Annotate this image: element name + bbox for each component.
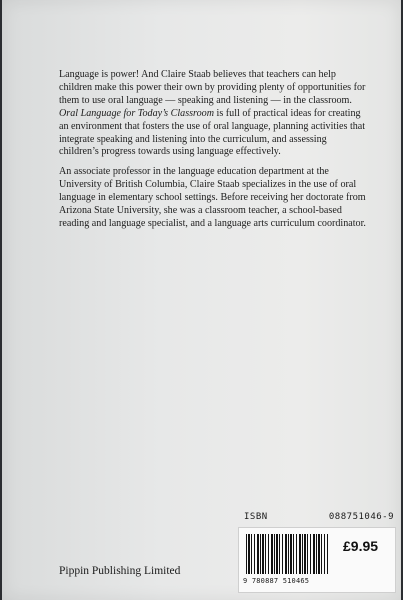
barcode-icon (246, 534, 328, 574)
blurb-text: Language is power! And Claire Staab believes that teachers can help children make this power their own by providing plenty of opportunities for them to use oral language — speaking and listening — in the classroom. (59, 69, 366, 106)
blurb (59, 69, 369, 238)
book-title: Oral Language for Today’s Classroom (59, 107, 214, 119)
barcode-sticker (238, 527, 396, 593)
blurb-text: is full of practical ideas for creating an environment that fosters the use of oral language, planning activities that integrate speaking and listening into the curriculum, and assessing children’s progress towards using language effectively. (59, 107, 366, 158)
blurb-paragraph-1 (59, 69, 369, 159)
isbn-row (244, 512, 394, 522)
barcode-digits: 9 780887 510465 (243, 577, 310, 585)
publisher-name: Pippin Publishing Limited (59, 565, 181, 577)
isbn-label: ISBN (244, 512, 268, 522)
blurb-paragraph-2: An associate professor in the language education department at the University of British Columbia, Claire Staab specializes in the use of oral language in elementary school settings. Before receiving her doctorate from Arizona State University, she was a classroom teacher, a school-based reading and language specialist, and a language arts curriculum coordinator. (59, 166, 366, 229)
back-cover (2, 0, 401, 600)
price-label: £9.95 (343, 538, 379, 554)
isbn-number: 088751046-9 (328, 512, 394, 522)
